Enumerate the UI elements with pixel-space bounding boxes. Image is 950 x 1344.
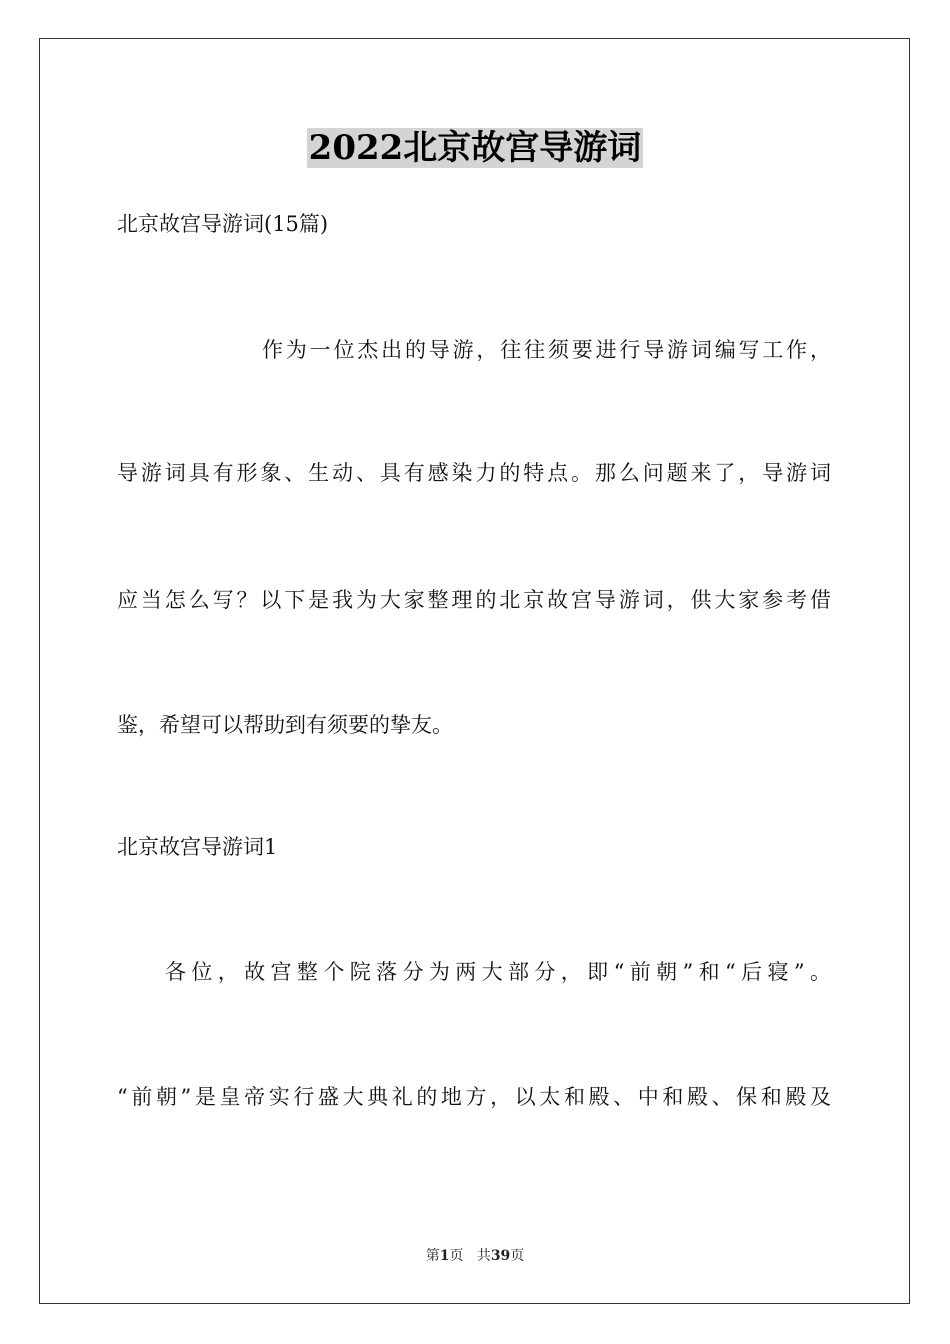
intro-line-3: 应当怎么写？以下是我为大家整理的北京故宫导游词，供大家参考借 — [117, 588, 831, 612]
footer-page-total: 39 — [490, 1248, 511, 1264]
footer-total-unit: 页 — [510, 1248, 525, 1264]
footer-page-unit: 页 — [449, 1248, 464, 1264]
document-title: 2022北京故宫导游词 — [308, 128, 642, 168]
intro-line-1: 作为一位杰出的导游，往往须要进行导游词编写工作， — [262, 338, 831, 362]
section-line-2: “前朝”是皇帝实行盛大典礼的地方，以太和殿、中和殿、保和殿及 — [117, 1085, 831, 1109]
intro-line-4: 鉴，希望可以帮助到有须要的挚友。 — [117, 713, 453, 737]
section-line-1: 各位，故宫整个院落分为两大部分，即“前朝”和“后寝”。 — [165, 960, 831, 984]
page-footer — [0, 1247, 950, 1265]
document-subtitle: 北京故宫导游词(15篇) — [117, 212, 329, 236]
intro-line-2: 导游词具有形象、生动、具有感染力的特点。那么问题来了，导游词 — [117, 461, 831, 485]
footer-page-current: 1 — [439, 1248, 450, 1264]
footer-total-prefix: 共 — [476, 1248, 491, 1264]
document-title-block — [0, 128, 950, 168]
footer-page-prefix: 第 — [425, 1248, 440, 1264]
section-heading: 北京故宫导游词1 — [117, 835, 278, 859]
